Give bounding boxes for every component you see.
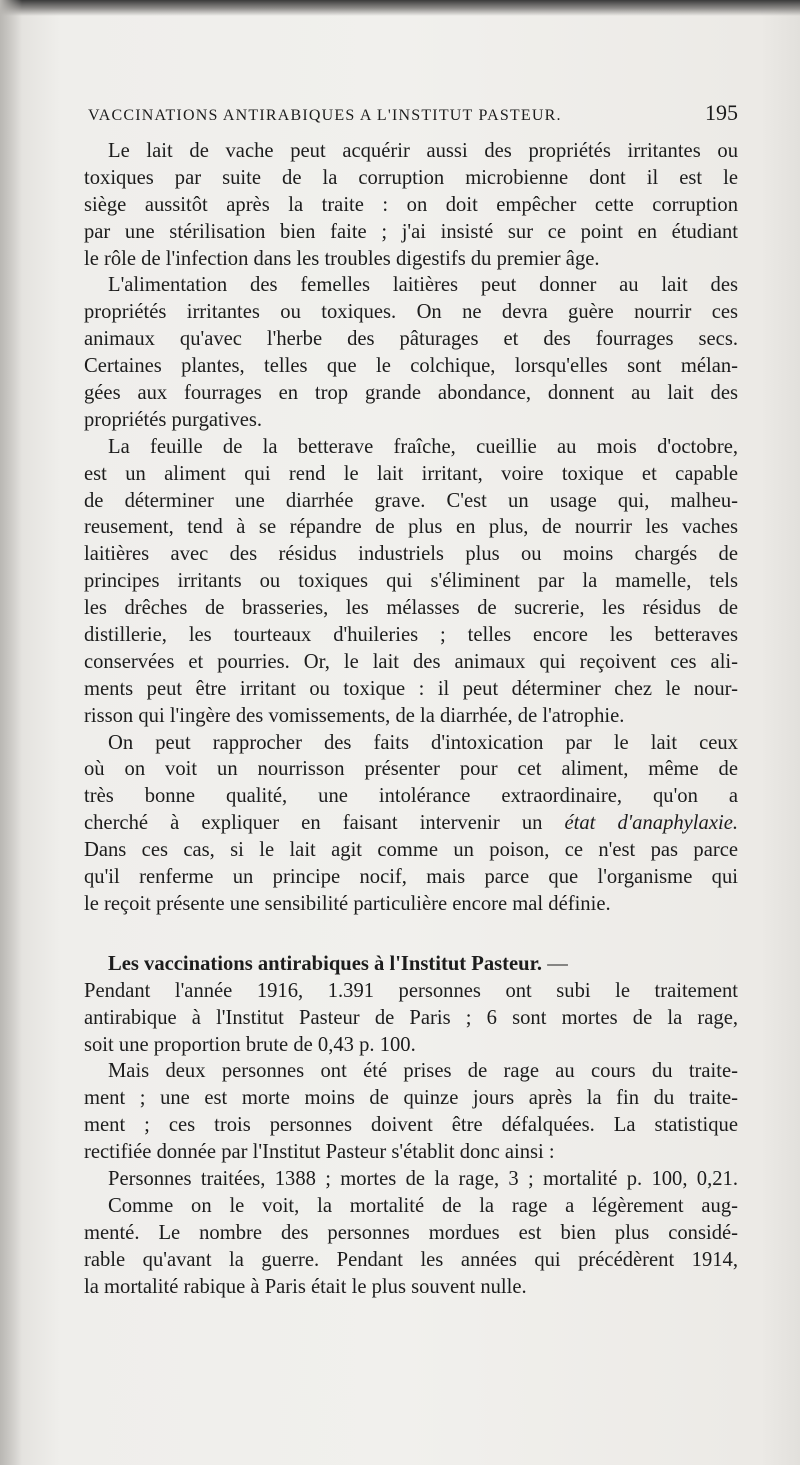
text-fragment: cherché à expliquer en faisant intervenir un: [84, 812, 565, 835]
text-line: animaux qu'avec l'herbe des pâturages et des fourrages secs.: [84, 328, 738, 351]
body-text: [84, 138, 738, 1300]
text-line: L'alimentation des femelles laitières peut donner au lait des: [108, 274, 738, 297]
text-line: qu'il renferme un principe nocif, mais parce que l'organisme qui: [84, 866, 738, 889]
text-line: risson qui l'ingère des vomissements, de la diarrhée, de l'atrophie.: [84, 704, 625, 727]
running-title: VACCINATIONS ANTIRABIQUES A L'INSTITUT PASTEUR.: [88, 107, 562, 124]
text-line: est un aliment qui rend le lait irritant, voire toxique et capable: [84, 462, 738, 485]
text-line: gées aux fourrages en trop grande abondance, donnent au lait des: [84, 382, 738, 405]
page-top-edge: [0, 0, 800, 16]
text-line: La feuille de la betterave fraîche, cueillie au mois d'octobre,: [108, 435, 738, 458]
text-line: où on voit un nourrisson présenter pour cet aliment, même de: [84, 758, 738, 781]
paragraph-feeding: [84, 272, 738, 433]
text-line: distillerie, les tourteaux d'huileries ; telles encore les betteraves: [84, 624, 738, 647]
text-line: Mais deux personnes ont été prises de rage au cours du traite-: [108, 1060, 738, 1083]
italic-term: état d'anaphylaxie.: [564, 812, 738, 835]
text-line: par une stérilisation bien faite ; j'ai insisté sur ce point en étudiant: [84, 220, 738, 243]
text-line: ments peut être irritant ou toxique : il peut déterminer chez le nour-: [84, 677, 738, 700]
text-line: Le lait de vache peut acquérir aussi des propriétés irritantes ou: [108, 140, 738, 162]
text-line: ment ; une est morte moins de quinze jours après la fin du traite-: [84, 1087, 738, 1110]
text-line: Certaines plantes, telles que le colchique, lorsqu'elles sont mélan-: [84, 355, 738, 378]
text-line: soit une proportion brute de 0,43 p. 100.: [84, 1033, 416, 1056]
text-line: les drêches de brasseries, les mélasses de sucrerie, les résidus de: [84, 597, 738, 620]
section-rabies-vaccination: [84, 951, 738, 1301]
running-head: [88, 100, 738, 130]
text-line: propriétés irritantes ou toxiques. On ne devra guère nourrir ces: [84, 301, 738, 324]
text-line-with-italic: [84, 810, 738, 837]
text-line: rectifiée donnée par l'Institut Pasteur s'établit donc ainsi :: [84, 1141, 555, 1164]
statistics-line: Personnes traitées, 1388 ; mortes de la rage, 3 ; mortalité p. 100, 0,21.: [108, 1167, 738, 1190]
paragraph-intoxication: [84, 730, 738, 918]
text-line: On peut rapprocher des faits d'intoxication par le lait ceux: [108, 731, 738, 754]
page-number: 195: [705, 100, 738, 125]
text-line: menté. Le nombre des personnes mordues est bien plus considé-: [84, 1221, 738, 1244]
text-line: siège aussitôt après la traite : on doit empêcher cette corruption: [84, 193, 738, 216]
text-line: propriétés purgatives.: [84, 408, 263, 431]
text-line: très bonne qualité, une intolérance extraordinaire, qu'on a: [84, 785, 738, 808]
text-line: rable qu'avant la guerre. Pendant les années qui précédèrent 1914,: [84, 1248, 738, 1271]
text-line: antirabique à l'Institut Pasteur de Paris ; 6 sont mortes de la rage,: [84, 1006, 738, 1029]
text-line: le rôle de l'infection dans les troubles digestifs du premier âge.: [84, 247, 600, 270]
text-line: Dans ces cas, si le lait agit comme un poison, ce n'est pas parce: [84, 839, 738, 862]
section-gap: [84, 918, 738, 951]
section-heading: Les vaccinations antirabiques à l'Institut Pasteur.: [108, 952, 543, 975]
text-line: principes irritants ou toxiques qui s'éliminent par la mamelle, tels: [84, 570, 738, 593]
section-heading-line: [84, 951, 738, 978]
text-line: laitières avec des résidus industriels plus ou moins chargés de: [84, 543, 738, 566]
text-line: reusement, tend à se répandre de plus en plus, de nourrir les vaches: [84, 516, 738, 539]
text-line: de déterminer une diarrhée grave. C'est un usage qui, malheu-: [84, 489, 738, 512]
paragraph-beet-leaves: [84, 434, 738, 730]
text-line: la mortalité rabique à Paris était le plus souvent nulle.: [84, 1275, 527, 1298]
text-line: toxiques par suite de la corruption microbienne dont il est le: [84, 166, 738, 189]
text-line: Pendant l'année 1916, 1.391 personnes ont subi le traitement: [84, 979, 738, 1002]
heading-dash: —: [542, 952, 568, 975]
text-line: le reçoit présente une sensibilité particulière encore mal définie.: [84, 892, 611, 915]
text-line: Comme on le voit, la mortalité de la rage a légèrement aug-: [108, 1194, 738, 1217]
text-line: ment ; ces trois personnes doivent être défalquées. La statistique: [84, 1114, 738, 1137]
text-line: conservées et pourries. Or, le lait des animaux qui reçoivent ces ali-: [84, 650, 738, 673]
paragraph-milk-corruption: [84, 138, 738, 272]
binding-shadow: [0, 0, 22, 1465]
